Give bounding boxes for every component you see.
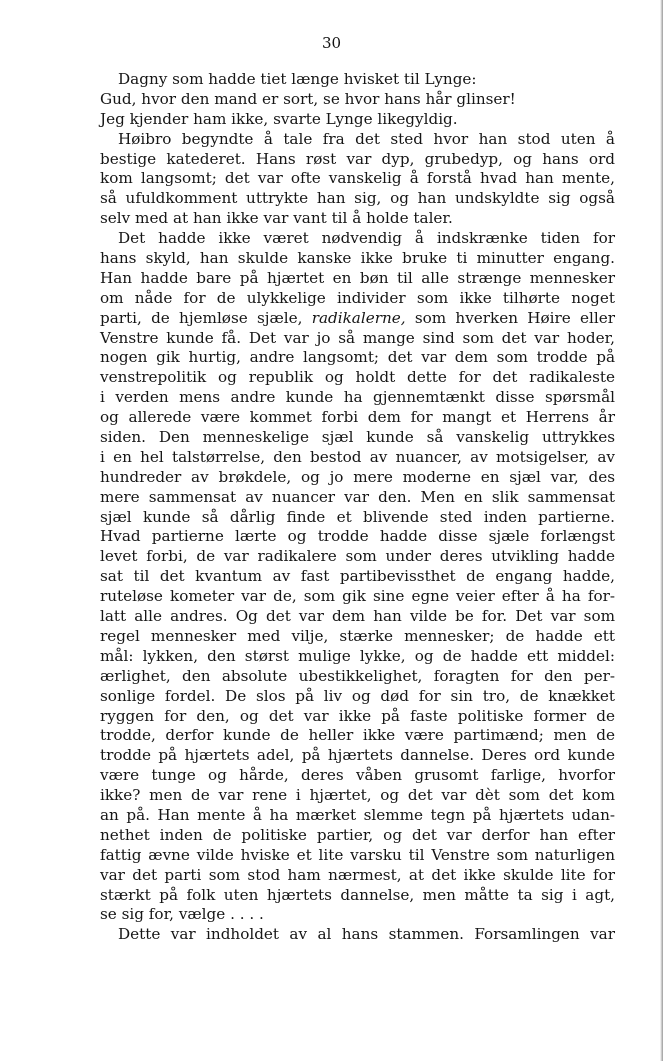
line-text: Hvad partierne lærte og trodde hadde disse sjæle forlængst	[100, 527, 615, 546]
text-line	[100, 866, 615, 886]
text-line	[100, 428, 615, 448]
text-line	[100, 488, 615, 508]
text-line	[100, 647, 615, 667]
line-text: Han hadde bare på hjærtet en bøn til alle strænge mennesker	[100, 268, 615, 287]
line-text: mere sammensat av nuancer var den. Men en slik sammensat	[100, 487, 615, 506]
line-text: fattig ævne vilde hviske et lite varsku til Venstre som naturligen	[100, 845, 615, 864]
line-text: i en hel talstørrelse, den bestod av nuancer, av motsigelser, av	[100, 447, 615, 466]
text-line	[100, 209, 615, 229]
line-text: Dette var indholdet av al hans stammen. Forsamlingen var	[118, 925, 615, 944]
text-line	[100, 468, 615, 488]
line-text: ikke? men de var rene i hjærtet, og det var dèt som det kom	[100, 786, 615, 805]
line-text: regel mennesker med vilje, stærke mennesker; de hadde ett	[100, 626, 615, 645]
line-text: ruteløse kometer var de, som gik sine egne veier efter å ha for-	[100, 587, 615, 606]
line-text: Høibro begyndte å tale fra det sted hvor han stod uten å	[118, 129, 615, 148]
text-line	[100, 746, 615, 766]
text-line	[100, 309, 615, 329]
line-text-italic: radikalerne,	[311, 308, 406, 327]
line-text: bestige katederet. Hans røst var dyp, grubedyp, og hans ord	[100, 149, 615, 168]
text-line	[100, 368, 615, 388]
text-line	[100, 707, 615, 727]
text-line	[100, 169, 615, 189]
line-text: trodde på hjærtets adel, på hjærtets dannelse. Deres ord kunde	[100, 746, 615, 765]
text-line	[100, 388, 615, 408]
page-number: 30	[321, 34, 342, 52]
line-text: nogen gik hurtig, andre langsomt; det var dem som trodde på	[100, 348, 615, 367]
line-text: var det parti som stod ham nærmest, at det ikke skulde lite for	[100, 865, 615, 884]
text-line	[100, 687, 615, 707]
text-line	[100, 527, 615, 547]
line-text: og allerede være kommet forbi dem for mangt et Herrens år	[100, 408, 615, 427]
line-text: hans skyld, han skulde kanske ikke bruke ti minutter engang.	[100, 249, 615, 268]
line-text: Venstre kunde få. Det var jo så mange sind som det var hoder,	[100, 328, 615, 347]
text-line	[100, 806, 615, 826]
text-line	[100, 110, 615, 130]
text-line	[100, 905, 615, 925]
line-text: så ufuldkomment uttrykte han sig, og han undskyldte sig også	[100, 189, 615, 208]
text-line	[100, 846, 615, 866]
text-line	[100, 348, 615, 368]
text-line	[100, 547, 615, 567]
line-text: Det hadde ikke været nødvendig å indskrænke tiden for	[118, 229, 615, 248]
line-text: som hverken Høire eller	[405, 308, 615, 327]
text-line	[100, 826, 615, 846]
text-line	[100, 269, 615, 289]
text-line	[100, 189, 615, 209]
text-line	[100, 726, 615, 746]
line-text: om nåde for de ulykkelige individer som ikke tilhørte noget	[100, 288, 615, 307]
text-line	[100, 508, 615, 528]
line-text: Dagny som hadde tiet længe hvisket til Lynge:	[118, 70, 477, 88]
line-text: sonlige fordel. De slos på liv og død for sin tro, de knækket	[100, 686, 615, 705]
line-text: levet forbi, de var radikalere som under deres utvikling hadde	[100, 547, 615, 566]
body-text	[100, 70, 615, 945]
text-line	[118, 70, 615, 90]
line-text: siden. Den menneskelige sjæl kunde så vanskelig uttrykkes	[100, 428, 615, 447]
line-text: ryggen for den, og det var ikke på faste politiske former de	[100, 706, 615, 725]
text-line	[100, 249, 615, 269]
line-text: hundreder av brøkdele, og jo mere moderne en sjæl var, des	[100, 467, 615, 486]
text-line	[100, 90, 615, 110]
text-line	[100, 587, 615, 607]
line-text: trodde, derfor kunde de heller ikke være partimænd; men de	[100, 726, 615, 745]
line-text: parti, de hjemløse sjæle,	[100, 308, 312, 327]
line-text: i verden mens andre kunde ha gjennemtænkt disse spørsmål	[100, 388, 615, 407]
line-text: Gud, hvor den mand er sort, se hvor hans hår glinser!	[100, 89, 516, 108]
text-line	[100, 607, 615, 627]
text-line	[100, 786, 615, 806]
text-line	[100, 567, 615, 587]
line-text: mål: lykken, den størst mulige lykke, og de hadde ett middel:	[100, 646, 615, 665]
text-line	[100, 289, 615, 309]
text-line	[100, 627, 615, 647]
line-text: selv med at han ikke var vant til å holde taler.	[100, 209, 453, 228]
line-text: nethet inden de politiske partier, og det var derfor han efter	[100, 825, 615, 844]
line-text: stærkt på folk uten hjærtets dannelse, men måtte ta sig i agt,	[100, 885, 615, 904]
line-text: latt alle andres. Og det var dem han vilde be for. Det var som	[100, 607, 615, 626]
line-text: sat til det kvantum av fast partibevissthet de engang hadde,	[100, 567, 615, 586]
text-line	[100, 766, 615, 786]
text-line	[118, 130, 615, 150]
line-text: sjæl kunde så dårlig finde et blivende sted inden partierne.	[100, 507, 615, 526]
text-line	[100, 329, 615, 349]
line-text: an på. Han mente å ha mærket slemme tegn på hjærtets udan-	[100, 805, 615, 824]
text-line	[100, 448, 615, 468]
line-text: venstrepolitik og republik og holdt dette for det radikaleste	[100, 368, 615, 387]
line-text: se sig for, vælge . . . .	[100, 905, 264, 924]
line-text: være tunge og hårde, deres våben grusomt farlige, hvorfor	[100, 766, 615, 785]
text-line	[100, 408, 615, 428]
text-line	[100, 667, 615, 687]
text-line	[118, 925, 615, 945]
text-line	[118, 229, 615, 249]
text-line	[100, 150, 615, 170]
line-text: kom langsomt; det var ofte vanskelig å forstå hvad han mente,	[100, 169, 615, 188]
line-text: Jeg kjender ham ikke, svarte Lynge likegyldig.	[100, 109, 458, 128]
line-text: ærlighet, den absolute ubestikkelighet, foragten for den per-	[100, 666, 615, 685]
text-line	[100, 886, 615, 906]
